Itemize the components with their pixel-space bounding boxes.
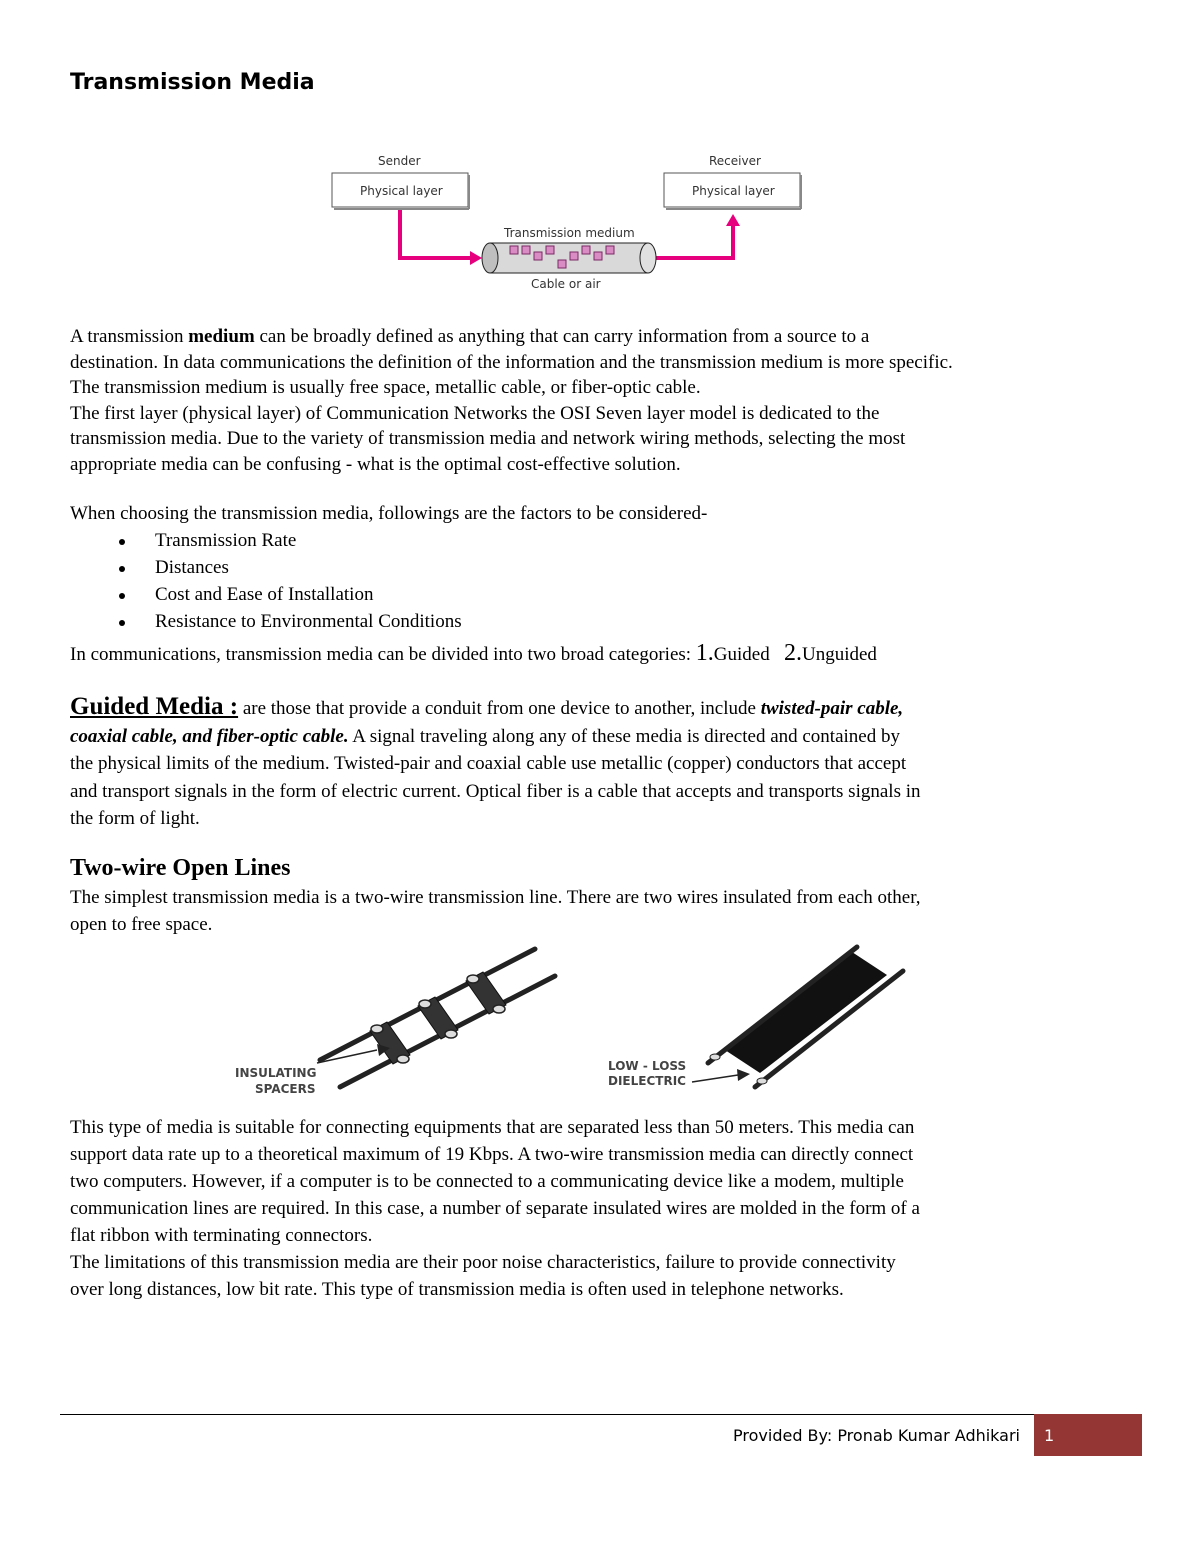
dielectric-pointer (692, 1075, 738, 1082)
sender-box-label: Physical layer (360, 184, 443, 198)
list-item: Resistance to Environmental Conditions (70, 608, 1132, 635)
two-wire-heading: Two-wire Open Lines (70, 855, 291, 881)
footer-divider (60, 1414, 1142, 1415)
factors-list (70, 527, 1132, 635)
two-wire-body: This type of media is suitable for connecting equipments that are separated less than 50 meters. This media can support data rate up to a theoretical maximum of 19 Kbps. A two-wire transmission media can directly connect two computers. However, if a computer is to be connected to a communicating device like a modem, multiple communication lines are required. In this case, a number of separate insulated wires are molded in the form of a flat ribbon with terminating connectors. The limitations of this transmission media are their poor noise characteristics, failure to provide connectivity over long distances, low bit rate. This type of transmission media is often used in telephone networks. (70, 1117, 920, 1300)
figure-right-label: LOW - LOSS (608, 1059, 687, 1073)
footer-credit: Provided By: Pronab Kumar Adhikari (733, 1426, 1020, 1445)
medium-term: medium (188, 326, 255, 347)
twin-lead (708, 947, 903, 1087)
categories-line: In communications, transmission media can be divided into two broad categories: 1.Guided 2.Unguided (70, 639, 877, 666)
receiver-label: Receiver (709, 154, 761, 168)
ladder-line (320, 949, 555, 1087)
figure-left-label: SPACERS (255, 1082, 316, 1096)
factors-section (70, 501, 1132, 667)
figure-left-label: INSULATING (235, 1066, 317, 1080)
page-number: 1 (1044, 1426, 1055, 1445)
guided-media-section: Guided Media : are those that provide a conduit from one device to another, include twisted-pair cable, coaxial cable, and fiber-optic cable. A signal traveling along any of these media is directed and contained by the physical limits of the medium. Twisted-pair and coaxial cable use metallic (copper) conductors that accept and transport signals in the form of electric current. Optical fiber is a cable that accepts and transports signals in the form of light. (70, 693, 921, 829)
list-item: Distances (70, 554, 1132, 581)
factors-lead: When choosing the transmission media, followings are the factors to be considered- (70, 503, 708, 524)
intro-line: A transmission medium can be broadly defined as anything that can carry information from a source to a (70, 326, 870, 347)
medium-label: Transmission medium (504, 226, 635, 240)
list-item: Transmission Rate (70, 527, 1132, 554)
receiver-box-label: Physical layer (692, 184, 775, 198)
intro-paragraph (70, 324, 1132, 477)
figure-right-label: DIELECTRIC (608, 1074, 686, 1088)
receiver-arrow (655, 224, 733, 258)
intro-line: The transmission medium is usually free space, metallic cable, or fiber-optic cable. (70, 377, 701, 398)
intro-line: appropriate media can be confusing - what is the optimal cost-effective solution. (70, 453, 681, 475)
transmission-diagram (320, 148, 820, 298)
page-number-badge (1034, 1414, 1142, 1456)
sender-arrow (400, 210, 470, 258)
cable-label: Cable or air (531, 277, 601, 291)
guided-media-heading: Guided Media : (70, 693, 239, 720)
list-item: Cost and Ease of Installation (70, 581, 1132, 608)
intro-line: transmission media. Due to the variety of transmission media and network wiring methods, selecting the most (70, 428, 906, 449)
page-title: Transmission Media (70, 70, 315, 95)
sender-label: Sender (378, 154, 421, 168)
two-wire-intro: The simplest transmission media is a two-wire transmission line. There are two wires insulated from each other, open to free space. (70, 887, 921, 935)
intro-line: The first layer (physical layer) of Communication Networks the OSI Seven layer model is dedicated to the (70, 402, 880, 424)
intro-line: destination. In data communications the definition of the information and the transmission medium is more specific. (70, 351, 953, 373)
two-wire-figure (225, 935, 925, 1105)
